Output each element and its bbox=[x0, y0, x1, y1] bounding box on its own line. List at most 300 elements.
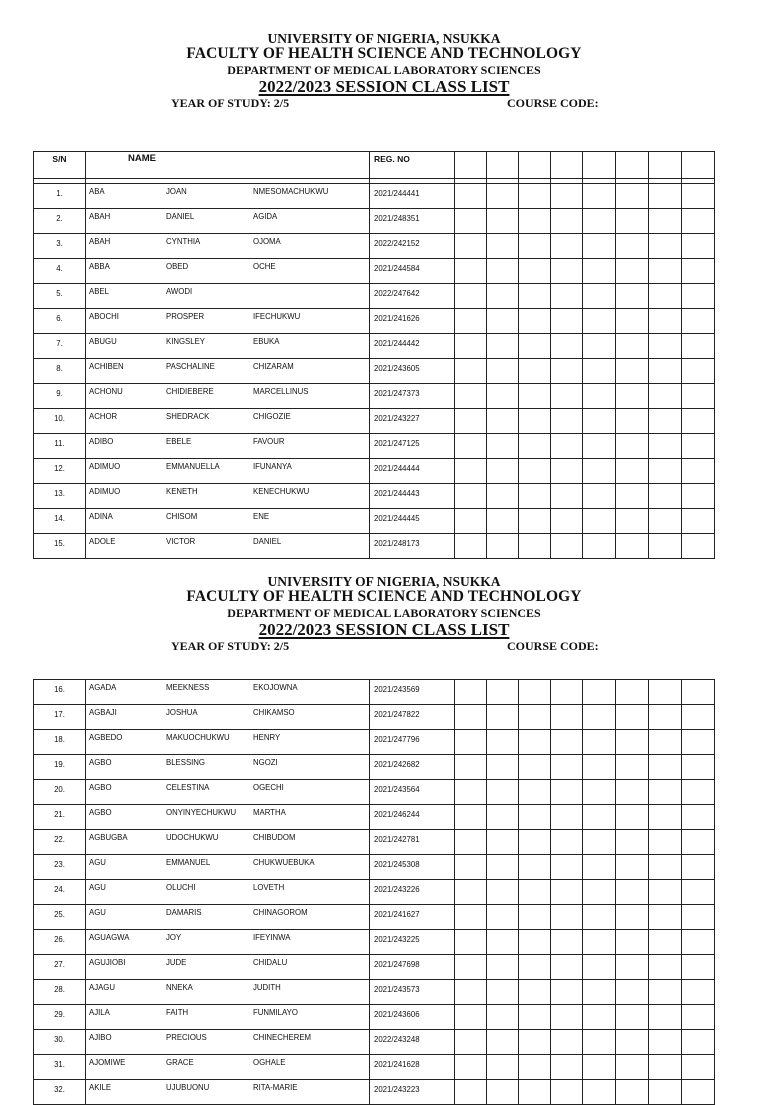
blank-cell bbox=[583, 484, 616, 509]
middle-name-text: OGECHI bbox=[253, 783, 284, 792]
year-of-study: YEAR OF STUDY: 2/5 bbox=[171, 639, 290, 653]
blank-cell bbox=[455, 955, 487, 980]
name-cell bbox=[86, 259, 370, 284]
faculty-title: FACULTY OF HEALTH SCIENCE AND TECHNOLOGY bbox=[186, 588, 582, 605]
reg-no-cell: 2021/243606 bbox=[370, 1005, 455, 1030]
table-row bbox=[34, 484, 715, 509]
blank-cell bbox=[616, 209, 649, 234]
first-name-text: PRECIOUS bbox=[166, 1033, 207, 1042]
blank-cell bbox=[519, 680, 551, 705]
middle-name-text: OCHE bbox=[253, 262, 276, 271]
blank-cell bbox=[583, 830, 616, 855]
first-name-text: VICTOR bbox=[166, 537, 196, 546]
middle-name-text: JUDITH bbox=[253, 983, 281, 992]
blank-cell bbox=[519, 409, 551, 434]
faculty-title: FACULTY OF HEALTH SCIENCE AND TECHNOLOGY bbox=[186, 45, 582, 62]
blank-cell bbox=[551, 484, 583, 509]
blank-cell bbox=[519, 184, 551, 209]
table-row bbox=[34, 980, 715, 1005]
blank-cell bbox=[682, 484, 715, 509]
blank-cell bbox=[682, 1005, 715, 1030]
blank-cell bbox=[487, 1030, 519, 1055]
blank-cell bbox=[649, 259, 682, 284]
blank-cell bbox=[455, 459, 487, 484]
blank-cell bbox=[455, 384, 487, 409]
name-cell bbox=[86, 1030, 370, 1055]
first-name-text: SHEDRACK bbox=[166, 412, 210, 421]
blank-cell bbox=[551, 730, 583, 755]
blank-cell bbox=[583, 855, 616, 880]
first-name-text: CHISOM bbox=[166, 512, 198, 521]
blank-cell bbox=[487, 509, 519, 534]
reg-no-header: REG. NO bbox=[370, 152, 455, 179]
first-name-text: DAMARIS bbox=[166, 908, 202, 917]
blank-cell bbox=[616, 434, 649, 459]
blank-cell bbox=[583, 1030, 616, 1055]
blank-cell bbox=[682, 1030, 715, 1055]
blank-cell bbox=[583, 1005, 616, 1030]
name-cell bbox=[86, 1005, 370, 1030]
blank-cell bbox=[616, 780, 649, 805]
blank-cell bbox=[551, 830, 583, 855]
blank-cell bbox=[682, 434, 715, 459]
blank-cell bbox=[487, 234, 519, 259]
name-cell bbox=[86, 334, 370, 359]
blank-cell bbox=[487, 209, 519, 234]
blank-cell bbox=[682, 705, 715, 730]
blank-cell bbox=[682, 805, 715, 830]
blank-cell bbox=[551, 359, 583, 384]
blank-cell bbox=[455, 980, 487, 1005]
reg-no-cell: 2021/243225 bbox=[370, 930, 455, 955]
blank-cell bbox=[649, 680, 682, 705]
blank-cell bbox=[519, 284, 551, 309]
reg-no-cell: 2021/244443 bbox=[370, 484, 455, 509]
middle-name-text: IFECHUKWU bbox=[253, 312, 301, 321]
surname-text: ABOCHI bbox=[89, 312, 119, 321]
sn-cell: 19. bbox=[34, 755, 86, 780]
blank-cell bbox=[455, 930, 487, 955]
blank-cell bbox=[551, 184, 583, 209]
blank-cell bbox=[455, 705, 487, 730]
sn-cell: 24. bbox=[34, 880, 86, 905]
sn-cell: 27. bbox=[34, 955, 86, 980]
blank-cell bbox=[682, 259, 715, 284]
table-row bbox=[34, 359, 715, 384]
table-row bbox=[34, 705, 715, 730]
blank-cell bbox=[616, 309, 649, 334]
blank-cell bbox=[583, 359, 616, 384]
department-title: DEPARTMENT OF MEDICAL LABORATORY SCIENCES bbox=[227, 606, 541, 620]
table-row bbox=[34, 409, 715, 434]
reg-no-cell: 2022/242152 bbox=[370, 234, 455, 259]
blank-cell bbox=[649, 880, 682, 905]
blank-cell bbox=[455, 1005, 487, 1030]
sn-cell: 15. bbox=[34, 534, 86, 559]
blank-cell bbox=[455, 855, 487, 880]
blank-header-cell bbox=[487, 152, 519, 179]
table-row bbox=[34, 780, 715, 805]
table-header-row bbox=[34, 152, 715, 179]
blank-cell bbox=[551, 209, 583, 234]
middle-name-text: OJOMA bbox=[253, 237, 281, 246]
first-name-text: JOSHUA bbox=[166, 708, 198, 717]
first-name-text: UJUBUONU bbox=[166, 1083, 210, 1092]
first-name-text: KINGSLEY bbox=[166, 337, 205, 346]
blank-cell bbox=[487, 980, 519, 1005]
blank-cell bbox=[551, 905, 583, 930]
blank-cell bbox=[616, 955, 649, 980]
blank-cell bbox=[649, 805, 682, 830]
surname-text: ACHIBEN bbox=[89, 362, 124, 371]
blank-cell bbox=[616, 830, 649, 855]
name-cell bbox=[86, 409, 370, 434]
blank-cell bbox=[519, 459, 551, 484]
name-cell bbox=[86, 234, 370, 259]
blank-cell bbox=[487, 730, 519, 755]
reg-no-cell: 2021/243605 bbox=[370, 359, 455, 384]
name-cell bbox=[86, 384, 370, 409]
reg-no-cell: 2022/247642 bbox=[370, 284, 455, 309]
blank-cell bbox=[616, 359, 649, 384]
blank-cell bbox=[682, 534, 715, 559]
blank-cell bbox=[583, 234, 616, 259]
name-cell bbox=[86, 930, 370, 955]
table-row bbox=[34, 755, 715, 780]
blank-cell bbox=[455, 830, 487, 855]
blank-cell bbox=[682, 309, 715, 334]
reg-no-cell: 2021/242682 bbox=[370, 755, 455, 780]
blank-cell bbox=[519, 1055, 551, 1080]
table-row bbox=[34, 955, 715, 980]
blank-cell bbox=[455, 730, 487, 755]
first-name-text: JUDE bbox=[166, 958, 187, 967]
table-row bbox=[34, 680, 715, 705]
name-cell bbox=[86, 905, 370, 930]
sn-cell: 31. bbox=[34, 1055, 86, 1080]
sn-cell: 17. bbox=[34, 705, 86, 730]
blank-cell bbox=[649, 855, 682, 880]
blank-cell bbox=[583, 980, 616, 1005]
sn-cell: 1. bbox=[34, 184, 86, 209]
blank-cell bbox=[649, 980, 682, 1005]
blank-cell bbox=[519, 534, 551, 559]
blank-cell bbox=[455, 434, 487, 459]
middle-name-text: IFEYINWA bbox=[253, 933, 291, 942]
surname-text: AJILA bbox=[89, 1008, 110, 1017]
blank-cell bbox=[583, 905, 616, 930]
blank-cell bbox=[519, 1030, 551, 1055]
blank-cell bbox=[682, 359, 715, 384]
middle-name-text: DANIEL bbox=[253, 537, 282, 546]
middle-name-text: CHIBUDOM bbox=[253, 833, 296, 842]
blank-cell bbox=[551, 755, 583, 780]
blank-cell bbox=[616, 334, 649, 359]
blank-cell bbox=[649, 234, 682, 259]
blank-cell bbox=[649, 284, 682, 309]
blank-cell bbox=[487, 880, 519, 905]
course-code: COURSE CODE: bbox=[507, 639, 599, 653]
sn-cell: 29. bbox=[34, 1005, 86, 1030]
blank-cell bbox=[551, 384, 583, 409]
middle-name-text: FUNMILAYO bbox=[253, 1008, 298, 1017]
surname-text: AGU bbox=[89, 908, 106, 917]
blank-cell bbox=[519, 334, 551, 359]
blank-cell bbox=[519, 384, 551, 409]
blank-cell bbox=[519, 209, 551, 234]
blank-cell bbox=[583, 1080, 616, 1105]
first-name-text: UDOCHUKWU bbox=[166, 833, 219, 842]
blank-cell bbox=[616, 705, 649, 730]
blank-cell bbox=[583, 209, 616, 234]
class-list-table bbox=[33, 151, 715, 559]
surname-text: AGBO bbox=[89, 783, 112, 792]
blank-cell bbox=[455, 905, 487, 930]
blank-cell bbox=[649, 209, 682, 234]
blank-cell bbox=[649, 309, 682, 334]
blank-cell bbox=[649, 780, 682, 805]
blank-cell bbox=[682, 955, 715, 980]
table-row bbox=[34, 534, 715, 559]
middle-name-text: FAVOUR bbox=[253, 437, 285, 446]
reg-no-cell: 2021/244441 bbox=[370, 184, 455, 209]
blank-cell bbox=[551, 1055, 583, 1080]
blank-cell bbox=[649, 905, 682, 930]
blank-cell bbox=[649, 409, 682, 434]
table-row bbox=[34, 1080, 715, 1105]
blank-cell bbox=[682, 1055, 715, 1080]
blank-cell bbox=[455, 234, 487, 259]
blank-cell bbox=[583, 259, 616, 284]
blank-cell bbox=[649, 1030, 682, 1055]
blank-cell bbox=[487, 755, 519, 780]
sn-cell: 23. bbox=[34, 855, 86, 880]
blank-cell bbox=[682, 880, 715, 905]
blank-cell bbox=[519, 930, 551, 955]
blank-cell bbox=[551, 805, 583, 830]
blank-cell bbox=[649, 730, 682, 755]
table-row bbox=[34, 434, 715, 459]
blank-cell bbox=[583, 384, 616, 409]
blank-cell bbox=[649, 459, 682, 484]
surname-text: AGUAGWA bbox=[89, 933, 130, 942]
surname-text: ABAH bbox=[89, 237, 111, 246]
blank-cell bbox=[616, 755, 649, 780]
table-row bbox=[34, 184, 715, 209]
blank-cell bbox=[551, 1030, 583, 1055]
blank-cell bbox=[583, 184, 616, 209]
blank-cell bbox=[551, 955, 583, 980]
blank-cell bbox=[616, 880, 649, 905]
blank-cell bbox=[487, 259, 519, 284]
sn-cell: 3. bbox=[34, 234, 86, 259]
blank-cell bbox=[519, 509, 551, 534]
blank-cell bbox=[616, 1005, 649, 1030]
first-name-text: CYNTHIA bbox=[166, 237, 201, 246]
blank-cell bbox=[519, 309, 551, 334]
blank-cell bbox=[487, 484, 519, 509]
sn-cell: 12. bbox=[34, 459, 86, 484]
sn-cell: 32. bbox=[34, 1080, 86, 1105]
name-cell bbox=[86, 434, 370, 459]
surname-text: ABA bbox=[89, 187, 105, 196]
first-name-text: OBED bbox=[166, 262, 189, 271]
blank-cell bbox=[583, 930, 616, 955]
blank-cell bbox=[519, 905, 551, 930]
first-name-text: OLUCHI bbox=[166, 883, 196, 892]
blank-cell bbox=[519, 830, 551, 855]
course-code: COURSE CODE: bbox=[507, 96, 599, 110]
first-name-text: EBELE bbox=[166, 437, 192, 446]
blank-cell bbox=[682, 855, 715, 880]
table-row bbox=[34, 930, 715, 955]
surname-text: ABBA bbox=[89, 262, 110, 271]
blank-cell bbox=[487, 930, 519, 955]
reg-no-cell: 2021/247822 bbox=[370, 705, 455, 730]
name-cell bbox=[86, 730, 370, 755]
reg-no-cell: 2021/244442 bbox=[370, 334, 455, 359]
blank-cell bbox=[551, 1080, 583, 1105]
blank-cell bbox=[616, 484, 649, 509]
first-name-text: MEEKNESS bbox=[166, 683, 210, 692]
first-name-text: JOY bbox=[166, 933, 182, 942]
table-row bbox=[34, 880, 715, 905]
blank-cell bbox=[682, 780, 715, 805]
first-name-text: JOAN bbox=[166, 187, 187, 196]
first-name-text: CHIDIEBERE bbox=[166, 387, 214, 396]
blank-cell bbox=[682, 209, 715, 234]
blank-cell bbox=[455, 880, 487, 905]
sn-cell: 9. bbox=[34, 384, 86, 409]
blank-cell bbox=[583, 1055, 616, 1080]
table-row bbox=[34, 1055, 715, 1080]
blank-cell bbox=[487, 855, 519, 880]
name-cell bbox=[86, 284, 370, 309]
table-row bbox=[34, 730, 715, 755]
surname-text: ABEL bbox=[89, 287, 109, 296]
blank-cell bbox=[455, 484, 487, 509]
blank-cell bbox=[487, 384, 519, 409]
first-name-text: BLESSING bbox=[166, 758, 205, 767]
first-name-text: MAKUOCHUKWU bbox=[166, 733, 230, 742]
blank-cell bbox=[682, 905, 715, 930]
department-title: DEPARTMENT OF MEDICAL LABORATORY SCIENCES bbox=[227, 63, 541, 77]
blank-cell bbox=[519, 1080, 551, 1105]
reg-no-cell: 2021/244444 bbox=[370, 459, 455, 484]
reg-no-cell: 2021/247125 bbox=[370, 434, 455, 459]
blank-cell bbox=[649, 955, 682, 980]
reg-no-cell: 2021/242781 bbox=[370, 830, 455, 855]
surname-text: ADIBO bbox=[89, 437, 114, 446]
blank-cell bbox=[649, 484, 682, 509]
blank-cell bbox=[487, 780, 519, 805]
blank-cell bbox=[616, 184, 649, 209]
sn-cell: 8. bbox=[34, 359, 86, 384]
surname-text: ADOLE bbox=[89, 537, 116, 546]
blank-cell bbox=[551, 234, 583, 259]
reg-no-cell: 2021/243227 bbox=[370, 409, 455, 434]
blank-cell bbox=[682, 1080, 715, 1105]
reg-no-cell: 2021/243223 bbox=[370, 1080, 455, 1105]
blank-cell bbox=[455, 1030, 487, 1055]
name-cell bbox=[86, 509, 370, 534]
blank-cell bbox=[455, 309, 487, 334]
table-row bbox=[34, 309, 715, 334]
reg-no-cell: 2021/244584 bbox=[370, 259, 455, 284]
surname-text: AGU bbox=[89, 883, 106, 892]
first-name-text: CELESTINA bbox=[166, 783, 210, 792]
first-name-text: PROSPER bbox=[166, 312, 205, 321]
blank-cell bbox=[487, 705, 519, 730]
surname-text: AGUJIOBI bbox=[89, 958, 126, 967]
blank-cell bbox=[455, 184, 487, 209]
blank-cell bbox=[682, 730, 715, 755]
blank-cell bbox=[616, 980, 649, 1005]
name-cell bbox=[86, 534, 370, 559]
blank-header-cell bbox=[583, 152, 616, 179]
year-of-study: YEAR OF STUDY: 2/5 bbox=[171, 96, 290, 110]
blank-cell bbox=[682, 384, 715, 409]
name-cell bbox=[86, 184, 370, 209]
blank-cell bbox=[455, 534, 487, 559]
blank-cell bbox=[519, 359, 551, 384]
table-row bbox=[34, 509, 715, 534]
blank-cell bbox=[649, 434, 682, 459]
first-name-text: FAITH bbox=[166, 1008, 189, 1017]
reg-no-cell: 2021/243573 bbox=[370, 980, 455, 1005]
sn-cell: 11. bbox=[34, 434, 86, 459]
university-title: UNIVERSITY OF NIGERIA, NSUKKA bbox=[267, 31, 501, 46]
reg-no-cell: 2021/244445 bbox=[370, 509, 455, 534]
blank-cell bbox=[583, 680, 616, 705]
blank-cell bbox=[583, 730, 616, 755]
blank-cell bbox=[551, 534, 583, 559]
blank-cell bbox=[519, 259, 551, 284]
blank-cell bbox=[583, 880, 616, 905]
blank-cell bbox=[583, 434, 616, 459]
surname-text: ADIMUO bbox=[89, 487, 121, 496]
reg-no-cell: 2021/243569 bbox=[370, 680, 455, 705]
blank-cell bbox=[551, 930, 583, 955]
name-cell bbox=[86, 705, 370, 730]
first-name-text: KENETH bbox=[166, 487, 198, 496]
blank-cell bbox=[649, 755, 682, 780]
sn-cell: 13. bbox=[34, 484, 86, 509]
middle-name-text: OGHALE bbox=[253, 1058, 286, 1067]
blank-cell bbox=[455, 1055, 487, 1080]
blank-cell bbox=[649, 509, 682, 534]
blank-cell bbox=[551, 409, 583, 434]
table-row bbox=[34, 830, 715, 855]
blank-cell bbox=[649, 705, 682, 730]
middle-name-text: CHIGOZIE bbox=[253, 412, 291, 421]
blank-cell bbox=[649, 830, 682, 855]
blank-cell bbox=[583, 459, 616, 484]
blank-cell bbox=[519, 705, 551, 730]
blank-cell bbox=[682, 680, 715, 705]
surname-text: AKILE bbox=[89, 1083, 112, 1092]
blank-cell bbox=[649, 534, 682, 559]
surname-text: AGBAJI bbox=[89, 708, 117, 717]
blank-cell bbox=[649, 1005, 682, 1030]
blank-cell bbox=[583, 705, 616, 730]
student-rows bbox=[34, 184, 715, 559]
blank-cell bbox=[487, 459, 519, 484]
first-name-text: PASCHALINE bbox=[166, 362, 215, 371]
blank-cell bbox=[519, 780, 551, 805]
name-cell bbox=[86, 459, 370, 484]
blank-cell bbox=[551, 880, 583, 905]
